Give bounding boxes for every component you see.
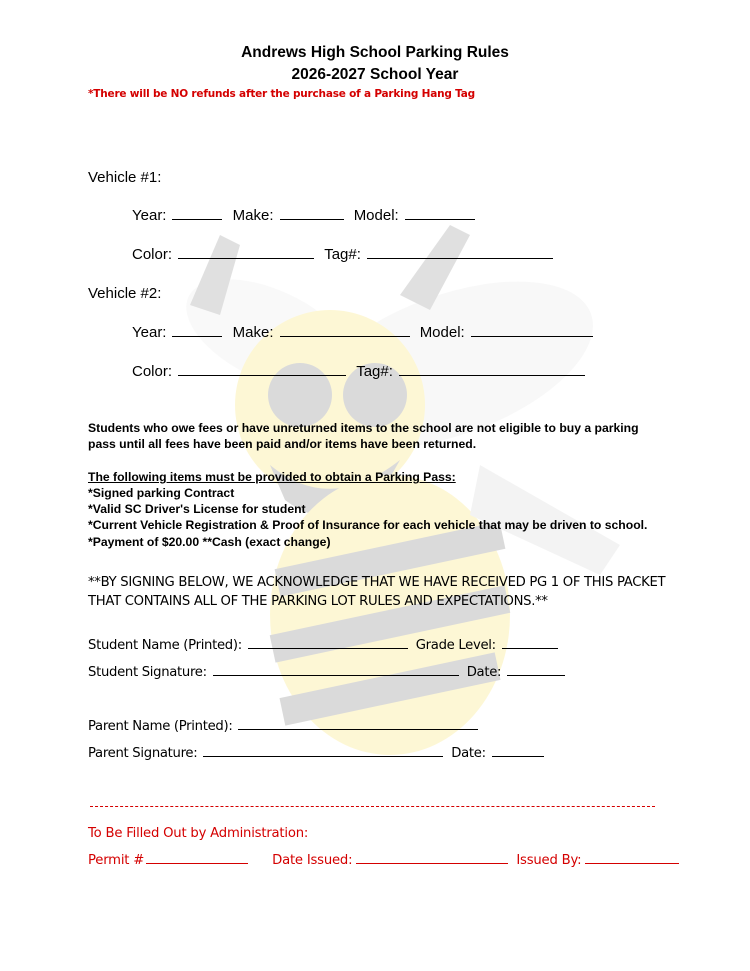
vehicle2-row2: [132, 363, 585, 380]
vehicle2-row1: [132, 324, 593, 341]
date-issued-field[interactable]: [356, 862, 508, 864]
vehicle1-make-label: Make:: [232, 207, 274, 224]
document-title: Andrews High School Parking Rules: [241, 44, 509, 61]
vehicle1-row2: [132, 246, 553, 263]
student-signature-row: [88, 665, 565, 680]
acknowledgement-line2: THAT CONTAINS ALL OF THE PARKING LOT RULES AND EXPECTATIONS.**: [88, 594, 548, 609]
parent-name-row: [88, 719, 478, 734]
issued-by-label: Issued By:: [516, 853, 582, 868]
eligibility-line2: pass until all fees have been paid and/or items have been returned.: [88, 437, 477, 451]
vehicle1-tag-label: Tag#:: [324, 246, 361, 263]
vehicle1-model-field[interactable]: [405, 218, 475, 220]
student-signature-field[interactable]: [213, 674, 459, 676]
permit-label: Permit #: [88, 853, 145, 868]
vehicle1-row1: [132, 207, 475, 224]
vehicle2-year-label: Year:: [132, 324, 167, 341]
student-signature-label: Student Signature:: [88, 665, 207, 680]
parent-date-field[interactable]: [492, 755, 544, 757]
eligibility-line1: Students who owe fees or have unreturned items to the school are not eligible to buy a parking: [88, 421, 639, 435]
vehicle2-tag-label: Tag#:: [356, 363, 393, 380]
grade-level-label: Grade Level:: [415, 638, 496, 653]
vehicle2-color-field[interactable]: [178, 374, 346, 376]
vehicle2-make-label: Make:: [232, 324, 274, 341]
vehicle1-color-label: Color:: [132, 246, 173, 263]
parent-name-field[interactable]: [238, 728, 478, 730]
student-date-field[interactable]: [507, 674, 565, 676]
parent-signature-field[interactable]: [203, 755, 443, 757]
vehicle1-color-field[interactable]: [178, 257, 314, 259]
vehicle1-tag-field[interactable]: [367, 257, 553, 259]
parent-date-label: Date:: [451, 746, 486, 761]
issued-by-field[interactable]: [585, 862, 679, 864]
requirements-heading: The following items must be provided to obtain a Parking Pass:: [88, 470, 456, 484]
vehicle1-heading: Vehicle #1:: [88, 169, 162, 186]
vehicle1-make-field[interactable]: [280, 218, 344, 220]
vehicle2-year-field[interactable]: [172, 335, 222, 337]
admin-row: [88, 853, 679, 868]
student-name-field[interactable]: [248, 647, 408, 649]
vehicle2-tag-field[interactable]: [399, 374, 585, 376]
date-issued-label: Date Issued:: [272, 853, 353, 868]
admin-heading: To Be Filled Out by Administration:: [88, 826, 309, 841]
parent-signature-label: Parent Signature:: [88, 746, 198, 761]
parent-signature-row: [88, 746, 544, 761]
vehicle1-model-label: Model:: [353, 207, 399, 224]
permit-field[interactable]: [146, 862, 248, 864]
vehicle1-year-field[interactable]: [172, 218, 222, 220]
requirement-item: *Current Vehicle Registration & Proof of Insurance for each vehicle that may be driven to school.: [88, 518, 648, 532]
refund-note: *There will be NO refunds after the purchase of a Parking Hang Tag: [88, 88, 475, 100]
vehicle2-model-field[interactable]: [471, 335, 593, 337]
requirement-item: *Signed parking Contract: [88, 486, 235, 500]
requirement-item: *Payment of $20.00 **Cash (exact change): [88, 535, 331, 549]
acknowledgement-line1: **BY SIGNING BELOW, WE ACKNOWLEDGE THAT WE HAVE RECEIVED PG 1 OF THIS PACKET: [88, 575, 666, 590]
vehicle2-model-label: Model:: [419, 324, 465, 341]
student-name-row: [88, 638, 558, 653]
requirement-item: *Valid SC Driver's License for student: [88, 502, 306, 516]
vehicle2-make-field[interactable]: [280, 335, 410, 337]
cut-line-divider: [90, 806, 655, 807]
school-year-title: 2026-2027 School Year: [291, 66, 459, 83]
student-name-label: Student Name (Printed):: [88, 638, 242, 653]
student-date-label: Date:: [466, 665, 502, 680]
vehicle1-year-label: Year:: [132, 207, 167, 224]
parent-name-label: Parent Name (Printed):: [88, 719, 233, 734]
grade-level-field[interactable]: [502, 647, 558, 649]
vehicle2-color-label: Color:: [132, 363, 173, 380]
vehicle2-heading: Vehicle #2:: [88, 285, 162, 302]
